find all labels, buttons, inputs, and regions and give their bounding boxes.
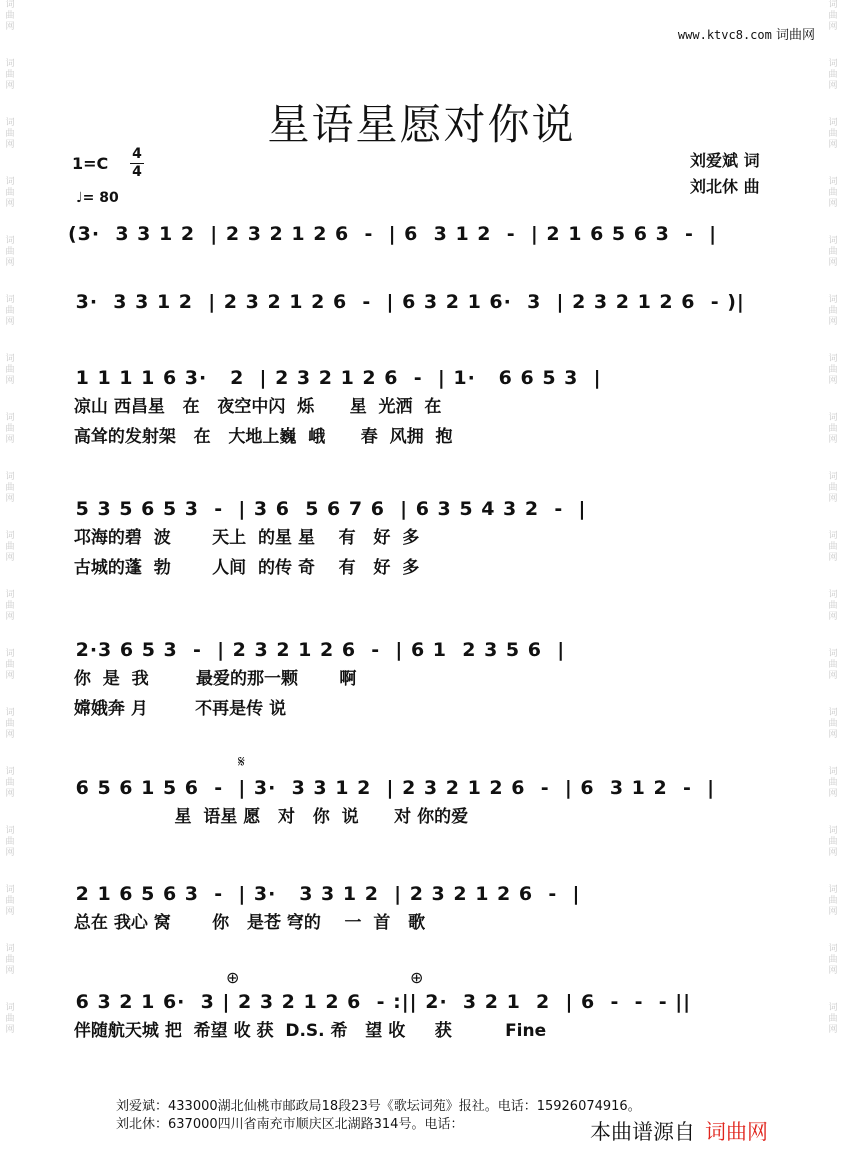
watermark-text: 词曲网 bbox=[828, 295, 838, 327]
watermark-text: 词曲网 bbox=[828, 531, 838, 563]
score-system-2 bbox=[68, 288, 778, 316]
lyric-verse-1: 伴随航天城 把 希望 收 获 D.S. 希 望 收 获 Fine bbox=[68, 1021, 547, 1041]
contact-footer bbox=[116, 1098, 641, 1134]
watermark-text: 词曲网 bbox=[828, 944, 838, 976]
lyric-verse-2: 嫦娥奔 月 不再是传 说 bbox=[68, 699, 287, 719]
watermark-text: 词曲网 bbox=[5, 649, 15, 681]
watermark-text: 词曲网 bbox=[5, 885, 15, 917]
right-watermark-strip bbox=[825, 0, 841, 1172]
watermark-text: 词曲网 bbox=[828, 826, 838, 858]
site-header bbox=[678, 24, 815, 43]
notation-line: 6 5 6 1 5 6 - | 3· 3 3 1 2 | 2 3 2 1 2 6 - | 6 3 1 2 - | bbox=[68, 777, 716, 799]
notation-line: 2·3 6 5 3 - | 2 3 2 1 2 6 - | 6 1 2 3 5 6 | bbox=[68, 639, 566, 661]
watermark-text: 词曲网 bbox=[5, 1003, 15, 1035]
watermark-text: 词曲网 bbox=[5, 826, 15, 858]
lyricist-credit: 刘爱斌 词 bbox=[690, 151, 760, 170]
watermark-text: 词曲网 bbox=[5, 944, 15, 976]
time-signature-top: 4 bbox=[132, 146, 142, 162]
site-name: 词曲网 bbox=[775, 28, 815, 43]
score-system-4 bbox=[68, 495, 778, 583]
left-watermark-strip bbox=[2, 0, 18, 1172]
watermark-text: 词曲网 bbox=[828, 885, 838, 917]
credits bbox=[690, 148, 760, 200]
score-system-6 bbox=[68, 752, 778, 832]
watermark-text: 词曲网 bbox=[5, 472, 15, 504]
score-system-5 bbox=[68, 636, 778, 724]
watermark-text: 词曲网 bbox=[5, 708, 15, 740]
key-signature: 1=C bbox=[72, 154, 109, 173]
watermark-text: 词曲网 bbox=[5, 236, 15, 268]
watermark-text: 词曲网 bbox=[5, 413, 15, 445]
score-system-1 bbox=[68, 220, 778, 248]
lyric-verse-2: 古城的蓬 勃 人间 的传 奇 有 好 多 bbox=[68, 558, 420, 578]
watermark-text: 词曲网 bbox=[5, 0, 15, 32]
lyric-verse-1: 星 语星 愿 对 你 说 对 你的爱 bbox=[68, 807, 469, 827]
watermark-text: 词曲网 bbox=[828, 236, 838, 268]
notation-line: 2 1 6 5 6 3 - | 3· 3 3 1 2 | 2 3 2 1 2 6 - | bbox=[68, 883, 581, 905]
source-brand[interactable]: 词曲网 bbox=[705, 1120, 768, 1144]
segno-icon: 𝄋 bbox=[238, 752, 245, 771]
watermark-text: 词曲网 bbox=[828, 767, 838, 799]
watermark-text: 词曲网 bbox=[5, 531, 15, 563]
watermark-text: 词曲网 bbox=[5, 177, 15, 209]
footer-line-composer: 刘北休：637000四川省南充市顺庆区北湖路314号。电话： bbox=[116, 1117, 464, 1132]
lyric-verse-1: 凉山 西昌星 在 夜空中闪 烁 星 光洒 在 bbox=[68, 397, 442, 417]
composer-credit: 刘北休 曲 bbox=[690, 177, 760, 196]
notation-line: 3· 3 3 1 2 | 2 3 2 1 2 6 - | 6 3 2 1 6· 3 | 2 3 2 1 2 6 - )| bbox=[68, 291, 745, 313]
watermark-text: 词曲网 bbox=[5, 767, 15, 799]
notation-line: 5 3 5 6 5 3 - | 3 6 5 6 7 6 | 6 3 5 4 3 2 - | bbox=[68, 498, 587, 520]
score-system-3 bbox=[68, 364, 778, 452]
time-signature-bottom: 4 bbox=[132, 164, 142, 180]
site-url[interactable]: www.ktvc8.com bbox=[677, 28, 772, 42]
notation-line: 1 1 1 1 6 3· 2 | 2 3 2 1 2 6 - | 1· 6 6 5 3 | bbox=[68, 367, 602, 389]
watermark-text: 词曲网 bbox=[5, 354, 15, 386]
lyric-verse-2: 高耸的发射架 在 大地上巍 峨 春 风拥 抱 bbox=[68, 427, 453, 447]
watermark-text: 词曲网 bbox=[828, 118, 838, 150]
watermark-text: 词曲网 bbox=[828, 177, 838, 209]
watermark-text: 词曲网 bbox=[828, 59, 838, 91]
source-attribution bbox=[590, 1116, 768, 1146]
score-system-7 bbox=[68, 880, 778, 938]
notation-line: 6 3 2 1 6· 3 | 2 3 2 1 2 6 - :|| 2· 3 2 1 2 | 6 - - - || bbox=[68, 991, 692, 1013]
watermark-text: 词曲网 bbox=[5, 59, 15, 91]
watermark-text: 词曲网 bbox=[828, 1003, 838, 1035]
source-label: 本曲谱源自 bbox=[590, 1120, 695, 1144]
coda-icon: ⊕ bbox=[410, 968, 424, 987]
song-title: 星语星愿对你说 bbox=[267, 100, 576, 149]
watermark-text: 词曲网 bbox=[828, 708, 838, 740]
notation-line: (3· 3 3 1 2 | 2 3 2 1 2 6 - | 6 3 1 2 - | 2 1 6 5 6 3 - | bbox=[68, 223, 718, 245]
time-signature bbox=[130, 147, 144, 180]
tempo-marking: ♩= 80 bbox=[76, 190, 119, 206]
watermark-text: 词曲网 bbox=[5, 295, 15, 327]
watermark-text: 词曲网 bbox=[828, 354, 838, 386]
watermark-text: 词曲网 bbox=[828, 590, 838, 622]
watermark-text: 词曲网 bbox=[828, 649, 838, 681]
watermark-text: 词曲网 bbox=[828, 413, 838, 445]
watermark-text: 词曲网 bbox=[828, 472, 838, 504]
coda-icon: ⊕ bbox=[226, 968, 240, 987]
watermark-text: 词曲网 bbox=[5, 590, 15, 622]
watermark-text: 词曲网 bbox=[828, 0, 838, 32]
lyric-verse-1: 邛海的碧 波 天上 的星 星 有 好 多 bbox=[68, 528, 420, 548]
lyric-verse-1: 总在 我心 窝 你 是苍 穹的 一 首 歌 bbox=[68, 913, 426, 933]
footer-line-lyricist: 刘爱斌：433000湖北仙桃市邮政局18段23号《歌坛词苑》报社。电话：15926074916。 bbox=[116, 1099, 641, 1114]
watermark-text: 词曲网 bbox=[5, 118, 15, 150]
score-system-8 bbox=[68, 968, 778, 1046]
lyric-verse-1: 你 是 我 最爱的那一颗 啊 bbox=[68, 669, 357, 689]
